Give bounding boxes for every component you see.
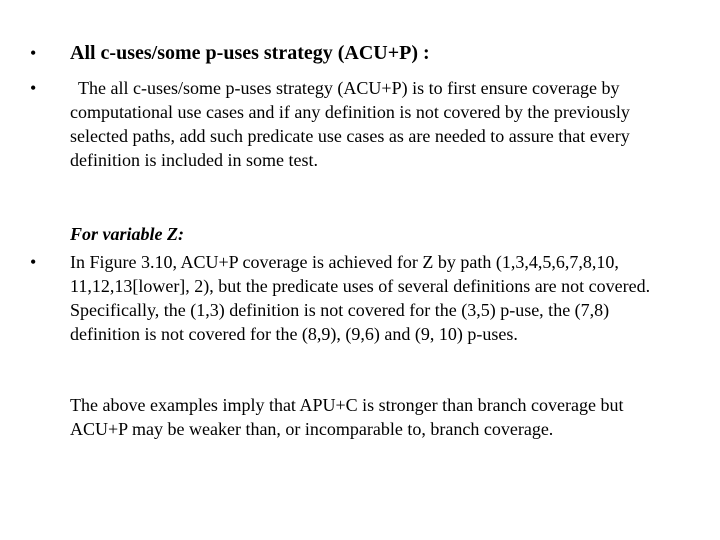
conclusion-paragraph: The above examples imply that APU+C is stronger than branch coverage but ACU+P may be weaker than, or incomparable to, branch coverage. xyxy=(70,395,624,439)
strategy-definition-paragraph xyxy=(70,76,680,172)
heading-bullet: • xyxy=(30,43,37,63)
para1-bullet: • xyxy=(30,78,37,98)
figure-example-paragraph: In Figure 3.10, ACU+P coverage is achieved for Z by path (1,3,4,5,6,7,8,10, 11,12,13[lower], 2), but the predicate uses of several definitions are not covered. Specifically, the (1,3) definition is not covered for the (3,5) p-use, the (7,8) definition is not covered for the (8,9), (9,6) and (9, 10) p-uses. xyxy=(70,252,651,344)
variable-z-title: For variable Z: xyxy=(70,224,184,244)
strategy-definition-text: The all c-uses/some p-uses strategy (ACU+P) is to first ensure coverage by computational use cases and if any definition is not covered by the previously selected paths, add such predicate use cases as are needed to assure that every definition is included in some test. xyxy=(70,78,630,170)
slide-heading: All c-uses/some p-uses strategy (ACU+P) : xyxy=(70,42,430,64)
para2-bullet: • xyxy=(30,252,37,272)
